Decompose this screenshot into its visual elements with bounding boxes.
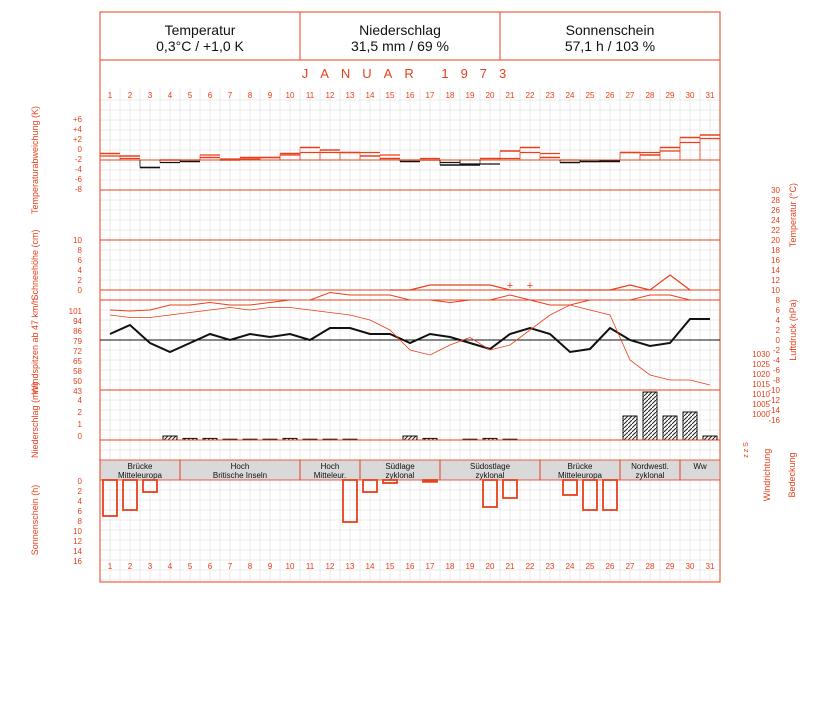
ytick-snow: 4	[77, 266, 82, 275]
day-label-bottom: 24	[565, 562, 575, 571]
ylabel-temp-anomaly: Temperaturabweichung (K)	[30, 105, 40, 215]
day-label-bottom: 30	[685, 562, 695, 571]
ytick-temperature: 14	[771, 266, 780, 275]
day-label-top: 11	[305, 91, 315, 100]
precip-bar	[643, 392, 657, 440]
precip-bar	[683, 412, 697, 440]
ytick-precip: 2	[77, 408, 82, 417]
ytick-snow: 0	[77, 286, 82, 295]
ytick-sunshine: 0	[77, 477, 82, 486]
ytick-temperature: 6	[775, 306, 780, 315]
day-label-top: 14	[365, 91, 375, 100]
ylabel-sunshine: Sonnenschein (h)	[30, 484, 40, 556]
day-label-bottom: 6	[207, 562, 213, 571]
day-label-top: 8	[247, 91, 253, 100]
ytick-temperature: 18	[771, 246, 780, 255]
ytick-temperature: 24	[771, 216, 780, 225]
day-label-top: 28	[645, 91, 655, 100]
ytick-temp-anomaly: -8	[74, 185, 82, 194]
weather-type-label: Brücke	[567, 462, 593, 471]
ytick-wind: 79	[73, 337, 82, 346]
wind-direction-keys: z z S	[743, 442, 750, 458]
ytick-precip: 1	[77, 420, 82, 429]
day-label-top: 1	[107, 91, 113, 100]
weather-type-label: Mitteleuropa	[557, 471, 603, 480]
day-label-top: 30	[685, 91, 695, 100]
ytick-temperature: 2	[775, 326, 780, 335]
day-label-top: 3	[147, 91, 153, 100]
ytick-temp-anomaly: -4	[74, 165, 82, 174]
weather-type-label: Südlage	[385, 462, 415, 471]
day-label-top: 12	[325, 91, 335, 100]
weather-type-label: Hoch	[230, 462, 250, 471]
ytick-temperature: 28	[771, 196, 780, 205]
header-precipitation	[300, 12, 500, 60]
precipitation-title: Niederschlag	[359, 22, 441, 38]
temperature-title: Temperatur	[164, 22, 236, 38]
day-label-bottom: 21	[505, 562, 515, 571]
day-label-top: 24	[565, 91, 575, 100]
day-label-bottom: 18	[445, 562, 455, 571]
ytick-snow: 6	[77, 256, 82, 265]
header-temperature	[100, 12, 300, 60]
day-label-bottom: 4	[167, 562, 173, 571]
ylabel-precip: Niederschlag (mm)	[30, 381, 40, 459]
day-label-bottom: 13	[345, 562, 355, 571]
cloud-cover-label: Bedeckung	[787, 452, 797, 498]
ytick-snow: 10	[73, 236, 82, 245]
day-label-bottom: 5	[187, 562, 193, 571]
weather-type-label: Südostlage	[469, 462, 511, 471]
day-label-top: 7	[227, 91, 233, 100]
weather-type-label: Hoch	[320, 462, 340, 471]
day-label-top: 5	[187, 91, 193, 100]
ytick-temperature: 16	[771, 256, 780, 265]
ytick-temperature: 4	[775, 316, 780, 325]
day-label-top: 29	[665, 91, 675, 100]
ytick-pressure: 1030	[752, 350, 770, 359]
ytick-snow: 2	[77, 276, 82, 285]
day-label-bottom: 9	[267, 562, 273, 571]
ytick-temperature: 20	[771, 236, 780, 245]
day-label-top: 31	[705, 91, 715, 100]
ytick-sunshine: 12	[73, 537, 82, 546]
ytick-sunshine: 14	[73, 547, 82, 556]
day-label-top: 16	[405, 91, 415, 100]
ytick-temperature: -6	[772, 366, 780, 375]
ytick-temperature: 10	[771, 286, 780, 295]
ytick-wind: 72	[73, 347, 82, 356]
day-label-bottom: 22	[525, 562, 535, 571]
day-label-bottom: 14	[365, 562, 375, 571]
day-label-bottom: 29	[665, 562, 675, 571]
precip-bar	[163, 436, 177, 440]
weather-type-label: Ww	[693, 462, 707, 471]
ytick-temp-anomaly: -2	[74, 155, 82, 164]
precip-bar	[623, 416, 637, 440]
ytick-temperature: -4	[772, 356, 780, 365]
day-label-bottom: 28	[645, 562, 655, 571]
snow-trace-mark: +	[526, 280, 534, 292]
ytick-temp-anomaly: +4	[72, 125, 82, 134]
ytick-sunshine: 8	[77, 517, 82, 526]
ytick-temp-anomaly: 0	[77, 145, 82, 154]
ytick-sunshine: 10	[73, 527, 82, 536]
ylabel-wind: Windspitzen ab 47 km/h	[30, 297, 40, 395]
ytick-temperature: -12	[768, 396, 780, 405]
ytick-pressure: 1025	[752, 360, 770, 369]
ylabel-temperature: Temperatur (°C)	[788, 182, 798, 248]
day-label-bottom: 3	[147, 562, 153, 571]
sunshine-bar	[423, 480, 437, 482]
day-label-bottom: 20	[485, 562, 495, 571]
weather-type-label: Mitteleuropa	[117, 471, 163, 480]
day-label-top: 19	[465, 91, 475, 100]
month-title: JANUAR 1973	[301, 66, 519, 81]
day-label-top: 26	[605, 91, 615, 100]
ytick-temperature: 22	[771, 226, 780, 235]
day-label-top: 21	[505, 91, 515, 100]
day-label-bottom: 7	[227, 562, 233, 571]
ylabel-pressure: Luftdruck (hPa)	[788, 299, 798, 361]
ytick-precip: 4	[77, 396, 82, 405]
day-label-bottom: 11	[305, 562, 315, 571]
day-label-bottom: 19	[465, 562, 475, 571]
day-label-top: 17	[425, 91, 435, 100]
ytick-temperature: 0	[775, 336, 780, 345]
day-label-bottom: 12	[325, 562, 335, 571]
day-label-bottom: 16	[405, 562, 415, 571]
day-label-bottom: 27	[625, 562, 635, 571]
ytick-pressure: 1020	[752, 370, 770, 379]
ytick-precip: 0	[77, 432, 82, 441]
day-label-bottom: 8	[247, 562, 253, 571]
ytick-temperature: -14	[768, 406, 780, 415]
day-label-top: 15	[385, 91, 395, 100]
ytick-temperature: -10	[768, 386, 780, 395]
ytick-wind: 65	[73, 357, 82, 366]
day-label-top: 20	[485, 91, 495, 100]
snow-trace-mark: +	[506, 280, 514, 292]
day-label-top: 23	[545, 91, 555, 100]
ytick-pressure: 1000	[752, 410, 770, 419]
ytick-temp-anomaly: +2	[72, 135, 82, 144]
ytick-pressure: 1010	[752, 390, 770, 399]
precip-bar	[403, 436, 417, 440]
day-label-top: 4	[167, 91, 173, 100]
wind-direction-label: Windrichtung	[762, 448, 772, 502]
ytick-sunshine: 4	[77, 497, 82, 506]
ytick-temperature: 8	[775, 296, 780, 305]
weather-type-label: Brücke	[127, 462, 153, 471]
ylabel-snow: Schneehöhe (cm)	[30, 229, 40, 301]
precip-bar	[663, 416, 677, 440]
sunshine-value: 57,1 h / 103 %	[564, 38, 656, 54]
ytick-sunshine: 16	[73, 557, 82, 566]
day-label-bottom: 10	[285, 562, 295, 571]
day-label-top: 9	[267, 91, 273, 100]
ytick-temperature: -16	[768, 416, 780, 425]
ytick-wind: 86	[73, 327, 82, 336]
ytick-sunshine: 6	[77, 507, 82, 516]
ytick-snow: 8	[77, 246, 82, 255]
sunshine-title: Sonnenschein	[565, 22, 655, 38]
day-label-top: 25	[585, 91, 595, 100]
header-sunshine	[500, 12, 720, 60]
weather-type-label: zyklonal	[475, 471, 505, 480]
precip-bar	[703, 436, 717, 440]
weather-type-label: Britische Inseln	[212, 471, 268, 480]
ytick-pressure: 1005	[752, 400, 770, 409]
day-label-bottom: 23	[545, 562, 555, 571]
day-label-top: 2	[127, 91, 133, 100]
weather-type-label: Mitteleur.	[313, 471, 347, 480]
ytick-temperature: 26	[771, 206, 780, 215]
precipitation-value: 31,5 mm / 69 %	[350, 38, 450, 54]
ytick-wind: 58	[73, 367, 82, 376]
ytick-temperature: 30	[771, 186, 780, 195]
ytick-wind: 50	[73, 377, 82, 386]
day-label-bottom: 2	[127, 562, 133, 571]
day-label-bottom: 26	[605, 562, 615, 571]
ytick-temp-anomaly: +6	[72, 115, 82, 124]
day-label-top: 6	[207, 91, 213, 100]
day-label-bottom: 15	[385, 562, 395, 571]
day-label-top: 27	[625, 91, 635, 100]
day-label-top: 18	[445, 91, 455, 100]
day-label-top: 10	[285, 91, 295, 100]
ytick-wind: 101	[68, 307, 82, 316]
ytick-wind: 94	[73, 317, 82, 326]
weather-type-label: zyklonal	[385, 471, 415, 480]
ytick-temperature: 12	[771, 276, 780, 285]
day-label-bottom: 1	[107, 562, 113, 571]
day-label-top: 13	[345, 91, 355, 100]
ytick-wind: 43	[73, 387, 82, 396]
ytick-sunshine: 2	[77, 487, 82, 496]
temperature-value: 0,3°C / +1,0 K	[156, 38, 244, 54]
ytick-temperature: -8	[772, 376, 780, 385]
weather-type-label: zyklonal	[635, 471, 665, 480]
day-label-bottom: 25	[585, 562, 595, 571]
day-label-bottom: 17	[425, 562, 435, 571]
ytick-pressure: 1015	[752, 380, 770, 389]
ytick-temp-anomaly: -6	[74, 175, 82, 184]
day-label-top: 22	[525, 91, 535, 100]
ytick-temperature: -2	[772, 346, 780, 355]
weather-type-label: Nordwestl.	[631, 462, 669, 471]
day-label-bottom: 31	[705, 562, 715, 571]
